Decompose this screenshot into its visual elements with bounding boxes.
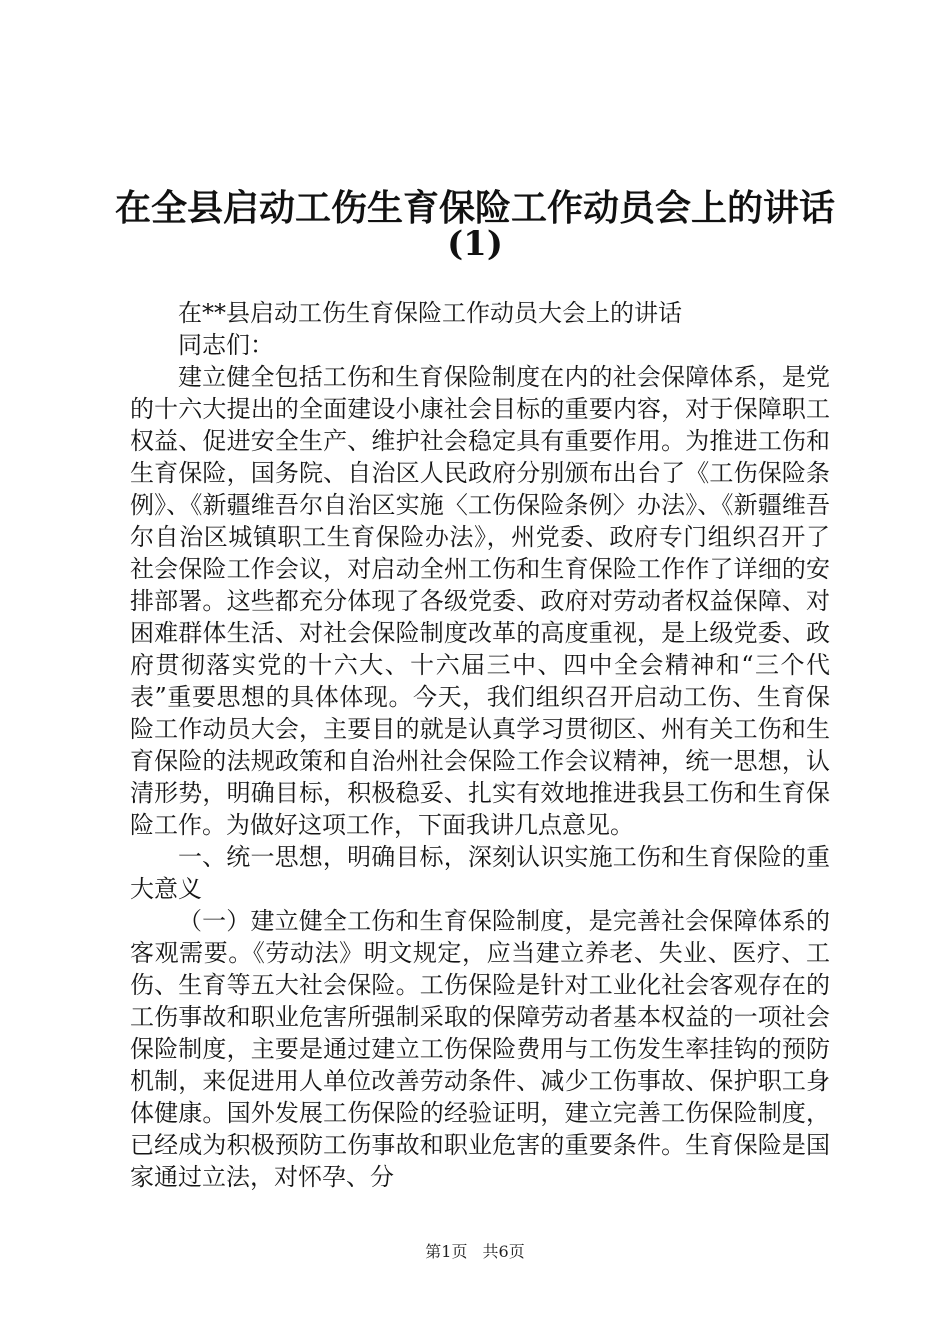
page-total: 共6页 bbox=[482, 1242, 525, 1261]
page-number: 第1页 bbox=[425, 1242, 468, 1261]
body-paragraph: （一）建立健全工伤和生育保险制度，是完善社会保障体系的客观需要。《劳动法》明文规定，应当建立养老、失业、医疗、工伤、生育等五大社会保险。工伤保险是针对工业化社会客观存在的工伤事故和职业危害所强制采取的保障劳动者基本权益的一项社会保险制度，主要是通过建立工伤保险费用与工伤发生率挂钩的预防机制，来促进用人单位改善劳动条件、减少工伤事故、保护职工身体健康。国外发展工伤保险的经验证明，建立完善工伤保险制度，已经成为积极预防工伤事故和职业危害的重要条件。生育保险是国家通过立法，对怀孕、分 bbox=[130, 907, 830, 1191]
section-heading: 一、统一思想，明确目标，深刻认识实施工伤和生育保险的重大意义 bbox=[130, 843, 830, 903]
speech-heading: 在**县启动工伤生育保险工作动员大会上的讲话 bbox=[178, 299, 682, 327]
salutation: 同志们： bbox=[178, 331, 274, 359]
document-title-suffix: (1) bbox=[447, 224, 503, 264]
document-title: 在全县启动工伤生育保险工作动员会上的讲话 bbox=[114, 187, 835, 229]
page-footer bbox=[0, 1241, 950, 1263]
body-paragraph: 建立健全包括工伤和生育保险制度在内的社会保障体系，是党的十六大提出的全面建设小康社会目标的重要内容，对于保障职工权益、促进安全生产、维护社会稳定具有重要作用。为推进工伤和生育保险，国务院、自治区人民政府分别颁布出台了《工伤保险条例》、《新疆维吾尔自治区实施〈工伤保险条例〉办法》、《新疆维吾尔自治区城镇职工生育保险办法》，州党委、政府专门组织召开了社会保险工作会议，对启动全州工伤和生育保险工作作了详细的安排部署。这些都充分体现了各级党委、政府对劳动者权益保障、对困难群体生活、对社会保险制度改革的高度重视，是上级党委、政府贯彻落实党的十六大、十六届三中、四中全会精神和“三个代表”重要思想的具体体现。今天，我们组织召开启动工伤、生育保险工作动员大会，主要目的就是认真学习贯彻区、州有关工伤和生育保险的法规政策和自治州社会保险工作会议精神，统一思想，认清形势，明确目标，积极稳妥、扎实有效地推进我县工伤和生育保险工作。为做好这项工作，下面我讲几点意见。 bbox=[130, 363, 830, 839]
document-body bbox=[130, 297, 830, 1193]
